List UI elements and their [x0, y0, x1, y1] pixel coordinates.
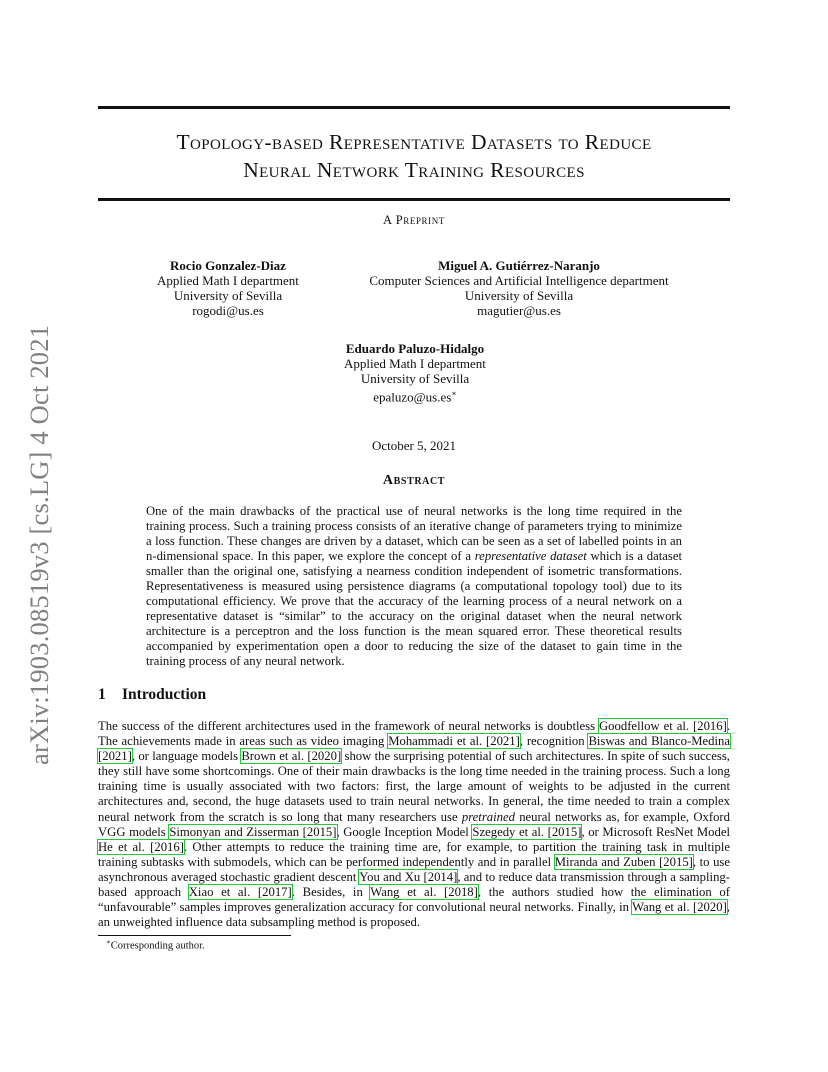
author-univ: University of Sevilla	[173, 288, 283, 303]
title-bottom-rule	[98, 198, 730, 201]
intro-text: show the surprising potential of such architectures. In spite of such success, they still have some shortcomings. One of their main drawbacks is the long time needed in the training process. Such a long training time is usually associated with two factors: first, the large amount of weights to be adjusted in the current architectures and, second, the huge datasets used to train neural networks. In general, the time needed to train a complex neural network from the scratch is so long that many researchers use	[98, 749, 730, 824]
abstract-part: which is a dataset smaller than the original one, satisfying a nearness condition independent of isometric transformations. Representativeness is measured using persistence diagrams (a computational topology tool) due to its computational efficiency. We prove that the accuracy of the learning process of a neural network on a representative dataset is “similar” to the accuracy on the original dataset when the neural network architecture is a perceptron and the loss function is the mean squared error. These theoretical results accompanied by experimentation open a door to reducing the size of the dataset to gain time in the training process of any neural network.	[146, 549, 682, 668]
author-dept: Applied Math I department	[344, 356, 486, 371]
footnote-marker[interactable]: ∗	[451, 389, 457, 398]
author-email[interactable]: rogodi@us.es	[192, 303, 264, 318]
intro-text: The success of the different architectures used in the framework of neural networks is doubtless	[98, 719, 600, 733]
preprint-label: A Preprint	[383, 213, 445, 227]
author-block-1	[140, 258, 316, 318]
intro-text: . Besides, in	[291, 885, 371, 900]
intro-text: neural networks as, for example, Oxford VGG models	[98, 809, 730, 839]
intro-emphasis: pretrained	[461, 809, 515, 824]
intro-text: , recognition	[519, 734, 589, 749]
citation-link[interactable]: Wang et al. [2020]	[632, 900, 727, 915]
abstract-part: One of the main drawbacks of the practical use of neural networks is the long time required in the training process. Such a training process consists of an iterative change of parameters trying to minimize a loss function. These changes are driven by a dataset, which can be seen as a set of labelled points in an n-dimensional space. In this paper, we explore the concept of a	[146, 504, 682, 563]
title-line-2: Neural Network Training Resources	[243, 158, 585, 182]
citation-link[interactable]: Miranda and Zuben [2015]	[554, 854, 693, 869]
section-number: 1	[98, 686, 106, 703]
intro-text: , the authors studied how the elimination of “unfavourable” samples improves generalization accuracy for convolutional neural networks. Finally, in	[98, 885, 730, 915]
citation-link[interactable]: Xiao et al. [2017]	[188, 885, 292, 900]
citation-link[interactable]: He et al. [2016]	[98, 839, 184, 854]
citation-link[interactable]: Wang et al. [2018]	[370, 885, 478, 900]
footnote-rule	[98, 935, 291, 936]
author-block-2	[340, 258, 698, 318]
title-top-rule	[98, 106, 730, 109]
footnote	[106, 938, 205, 952]
author-name: Rocio Gonzalez-Diaz	[170, 258, 286, 273]
intro-text: , to use asynchronous averaged stochastic gradient descent	[98, 854, 730, 884]
author-email-line	[300, 386, 530, 404]
section-title: Introduction	[122, 686, 207, 703]
intro-text: , or Microsoft ResNet Model	[581, 824, 731, 839]
citation-link[interactable]: Brown et al. [2020]	[241, 749, 342, 764]
author-email[interactable]: magutier@us.es	[477, 303, 561, 318]
author-dept: Applied Math I department	[157, 273, 299, 288]
citation-link[interactable]: Goodfellow et al. [2016]	[599, 719, 727, 733]
abstract-heading: Abstract	[382, 473, 446, 488]
abstract-emphasis: representative dataset	[474, 549, 587, 563]
section-heading	[98, 686, 206, 704]
author-name: Eduardo Paluzo-Hidalgo	[345, 341, 485, 356]
intro-text: , an unweighted influence data subsampling method is proposed.	[98, 900, 730, 930]
intro-text: , Google Inception Model	[336, 824, 473, 839]
intro-text: , or language models	[131, 749, 242, 764]
author-univ: University of Sevilla	[464, 288, 574, 303]
arxiv-sidebar-stamp: arXiv:1903.08519v3 [cs.LG] 4 Oct 2021	[24, 324, 54, 765]
author-dept: Computer Sciences and Artificial Intelligence department	[369, 273, 669, 288]
abstract-text	[146, 504, 682, 669]
title-line-1: Topology-based Representative Datasets to Reduce	[176, 130, 652, 154]
author-block-3	[300, 341, 530, 404]
intro-text: , and to reduce data transmission through a sampling-based approach	[98, 869, 730, 900]
author-name: Miguel A. Gutiérrez-Naranjo	[438, 258, 600, 273]
paper-title	[98, 128, 730, 184]
footnote-text: Corresponding author.	[110, 940, 205, 952]
intro-text: . Other attempts to reduce the training time are, for example, to partition the training task in multiple training subtasks with submodels, which can be performed independently and in parallel	[98, 839, 730, 869]
citation-link[interactable]: Szegedy et al. [2015]	[472, 824, 582, 839]
paper-date: October 5, 2021	[371, 438, 457, 453]
footnote-mark: ∗	[106, 938, 111, 946]
citation-link[interactable]: You and Xu [2014]	[359, 869, 458, 884]
intro-text: . The achievements made in areas such as video imaging	[98, 719, 730, 749]
author-email[interactable]: epaluzo@us.es	[373, 389, 452, 405]
intro-paragraph	[98, 719, 730, 930]
citation-link[interactable]: Mohammadi et al. [2021]	[388, 734, 520, 749]
author-univ: University of Sevilla	[360, 371, 470, 386]
citation-link[interactable]: Biswas and Blanco-Medina [2021]	[98, 734, 730, 764]
citation-link[interactable]: Simonyan and Zisserman [2015]	[169, 824, 337, 839]
